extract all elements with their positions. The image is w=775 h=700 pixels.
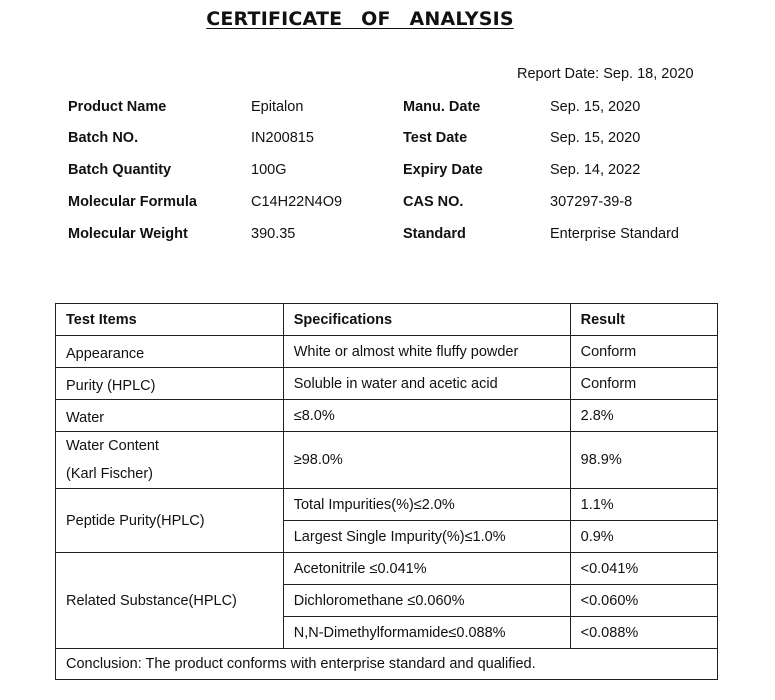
table-row xyxy=(56,400,718,432)
row-purity-item: Purity (HPLC) xyxy=(56,368,284,400)
header-result: Result xyxy=(570,304,717,336)
molecular-formula-value: C14H22N4O9 xyxy=(251,194,343,210)
table-row xyxy=(56,368,718,400)
row-water-result: 2.8% xyxy=(570,400,717,432)
row-dmf-spec: N,N-Dimethylformamide≤0.088% xyxy=(283,617,570,649)
table-row xyxy=(56,432,718,489)
header-specifications: Specifications xyxy=(283,304,570,336)
standard-value: Enterprise Standard xyxy=(550,226,679,242)
row-largest-impurity-spec: Largest Single Impurity(%)≤1.0% xyxy=(283,521,570,553)
row-dmf-result: <0.088% xyxy=(570,617,717,649)
row-acetonitrile-result: <0.041% xyxy=(570,553,717,585)
document-title: CERTIFICATE OF ANALYSIS xyxy=(206,8,514,30)
row-appearance-result: Conform xyxy=(570,336,717,368)
conclusion: Conclusion: The product conforms with enterprise standard and qualified. xyxy=(56,649,718,680)
row-water-spec: ≤8.0% xyxy=(283,400,570,432)
row-appearance-item: Appearance xyxy=(56,336,284,368)
test-date-value: Sep. 15, 2020 xyxy=(550,130,641,146)
row-peptide-purity-item: Peptide Purity(HPLC) xyxy=(56,489,284,553)
standard-label: Standard xyxy=(403,226,466,242)
expiry-date-value: Sep. 14, 2022 xyxy=(550,162,641,178)
row-appearance-spec: White or almost white fluffy powder xyxy=(283,336,570,368)
expiry-date-label: Expiry Date xyxy=(403,162,483,178)
row-dichloromethane-result: <0.060% xyxy=(570,585,717,617)
product-name-value: Epitalon xyxy=(251,99,304,115)
batch-no-value: IN200815 xyxy=(251,130,314,146)
row-total-impurities-result: 1.1% xyxy=(570,489,717,521)
row-largest-impurity-result: 0.9% xyxy=(570,521,717,553)
header-test-items: Test Items xyxy=(56,304,284,336)
table-row xyxy=(56,336,718,368)
molecular-formula-label: Molecular Formula xyxy=(68,194,197,210)
molecular-weight-value: 390.35 xyxy=(251,226,296,242)
molecular-weight-label: Molecular Weight xyxy=(68,226,188,242)
batch-no-label: Batch NO. xyxy=(68,130,139,146)
manu-date-label: Manu. Date xyxy=(403,99,481,115)
manu-date-value: Sep. 15, 2020 xyxy=(550,99,641,115)
cas-no-label: CAS NO. xyxy=(403,194,464,210)
row-purity-result: Conform xyxy=(570,368,717,400)
row-water-content-item xyxy=(56,432,284,489)
row-acetonitrile-spec: Acetonitrile ≤0.041% xyxy=(283,553,570,585)
row-purity-spec: Soluble in water and acetic acid xyxy=(283,368,570,400)
water-content-line2: (Karl Fischer) xyxy=(66,466,154,482)
row-water-content-result: 98.9% xyxy=(570,432,717,489)
results-table xyxy=(55,303,718,680)
table-row xyxy=(56,649,718,680)
batch-quantity-value: 100G xyxy=(251,162,287,178)
cas-no-value: 307297-39-8 xyxy=(550,194,633,210)
row-related-substance-item: Related Substance(HPLC) xyxy=(56,553,284,649)
row-total-impurities-spec: Total Impurities(%)≤2.0% xyxy=(283,489,570,521)
table-header-row xyxy=(56,304,718,336)
water-content-line1: Water Content xyxy=(66,438,159,454)
row-dichloromethane-spec: Dichloromethane ≤0.060% xyxy=(283,585,570,617)
report-date: Report Date: Sep. 18, 2020 xyxy=(517,66,694,82)
table-row xyxy=(56,553,718,585)
row-water-content-spec: ≥98.0% xyxy=(283,432,570,489)
product-name-label: Product Name xyxy=(68,99,167,115)
table-row xyxy=(56,489,718,521)
batch-quantity-label: Batch Quantity xyxy=(68,162,172,178)
test-date-label: Test Date xyxy=(403,130,468,146)
row-water-item: Water xyxy=(56,400,284,432)
